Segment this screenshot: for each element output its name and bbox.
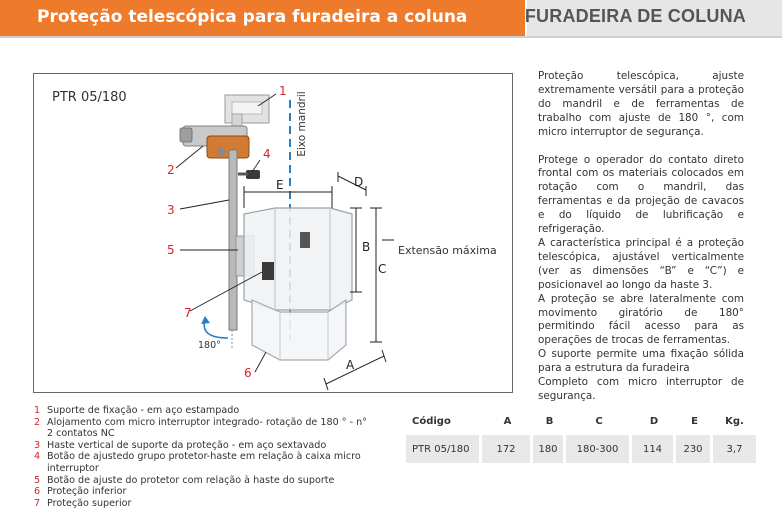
- spec-header-row: [406, 411, 756, 431]
- extension-label: Extensão máxima: [398, 244, 497, 257]
- spec-header-cell: D: [649, 415, 659, 427]
- desc-paragraph-1: Proteção telescópica, ajuste extremamente versátil para a proteção do mandril e de ferramentas de trabalho com ajuste de 180 °, com micro interruptor de segurança.: [538, 70, 744, 138]
- spec-table: [406, 411, 756, 463]
- callout-2: 2: [167, 163, 175, 177]
- legend-number: 6: [34, 486, 41, 498]
- adjust-knob-4: [238, 170, 260, 179]
- legend-item: [34, 498, 374, 510]
- product-description: [538, 70, 744, 404]
- spec-cell: PTR 05/180: [406, 435, 482, 463]
- parts-legend: [34, 405, 374, 509]
- legend-item: [34, 417, 374, 440]
- section-title: FURADEIRA DE COLUNA: [524, 6, 746, 26]
- dim-label-b: B: [362, 240, 371, 254]
- angle-label: 180°: [198, 340, 221, 351]
- desc-paragraph-4: A proteção se abre lateralmente com movimento giratório de 180° permitindo fácil acesso para as operações de trocas de ferramentas.: [538, 292, 744, 347]
- legend-number: 5: [34, 474, 41, 486]
- legend-text: Suporte de fixação - em aço estampado: [47, 405, 240, 416]
- desc-spacer: [538, 140, 744, 154]
- spec-header-cell: E: [691, 415, 698, 427]
- spec-header-cell: A: [503, 415, 512, 427]
- legend-text: Alojamento com micro interruptor integrado- rotação de 180 ° - n° 2 contatos NC: [47, 416, 367, 440]
- dim-e: [244, 186, 332, 208]
- legend-item: [34, 486, 374, 498]
- desc-paragraph-3: A característica principal é a proteção telescópica, ajustável verticalmente (ver as dimensões “B” e “C”) e posicionavel ao longo da haste 3.: [538, 236, 744, 291]
- model-label: PTR 05/180: [52, 90, 127, 105]
- legend-item: [34, 405, 374, 417]
- callout-3: 3: [167, 203, 175, 217]
- upper-guard: [244, 208, 352, 310]
- callout-1: 1: [279, 84, 287, 98]
- header-section-bar: [524, 0, 782, 36]
- legend-text: Botão de ajustedo grupo protetor-haste em relação à caixa micro interruptor: [47, 451, 361, 474]
- callout-6: 6: [244, 366, 252, 380]
- spec-header-cell: Código: [412, 415, 451, 427]
- callout-5: 5: [167, 243, 175, 257]
- spec-cell: 172: [482, 435, 533, 463]
- callout-4: 4: [263, 147, 271, 161]
- spec-header-cell: B: [545, 415, 554, 427]
- spec-data-row: [406, 435, 756, 463]
- desc-paragraph-6: Completo com micro interruptor de segurança.: [538, 376, 744, 402]
- spec-header-cell: Kg.: [725, 415, 744, 427]
- desc-paragraph-2: Protege o operador do contato direto frontal com os materiais colocados em rotação com o mandril, das ferramentas e da projeção de cavacos e do líquido de lubrificação e refrigeração.: [538, 153, 744, 236]
- legend-number: 2: [34, 416, 41, 428]
- legend-item: [34, 451, 374, 474]
- legend-item: [34, 475, 374, 487]
- legend-number: 4: [34, 451, 41, 463]
- legend-text: Proteção inferior: [47, 486, 127, 498]
- page-header: [0, 0, 782, 38]
- spec-header-cell: C: [595, 415, 603, 427]
- product-diagram: [34, 74, 512, 392]
- header-title-bar: [0, 0, 525, 36]
- spec-cell: 114: [632, 435, 676, 463]
- rotation-arrowhead: [201, 316, 210, 324]
- legend-text: Botão de ajuste do protetor com relação à haste do suporte: [47, 474, 335, 486]
- legend-item: [34, 440, 374, 452]
- page-title: Proteção telescópica para furadeira a coluna: [37, 7, 468, 27]
- legend-number: 1: [34, 405, 41, 416]
- header-divider: [0, 36, 782, 38]
- dim-label-e: E: [276, 178, 284, 192]
- desc-paragraph-5: O suporte permite uma fixação sólida para a estrutura da furadeira: [538, 348, 744, 375]
- legend-number: 7: [34, 497, 41, 509]
- callout-7: 7: [184, 306, 192, 320]
- dim-label-d: D: [354, 175, 364, 189]
- spec-cell: 180: [533, 435, 566, 463]
- switch-housing: [180, 126, 249, 158]
- spec-cell: 230: [676, 435, 713, 463]
- spec-cell: 180-300: [566, 435, 632, 463]
- dim-label-a: A: [346, 358, 355, 372]
- legend-number: 3: [34, 439, 41, 451]
- legend-text: Proteção superior: [47, 497, 132, 509]
- dim-label-c: C: [378, 262, 387, 276]
- spec-cell: 3,7: [713, 435, 756, 463]
- axis-label: Eixo mandril: [296, 91, 308, 157]
- legend-text: Haste vertical de suporte da proteção - em aço sextavado: [47, 439, 327, 451]
